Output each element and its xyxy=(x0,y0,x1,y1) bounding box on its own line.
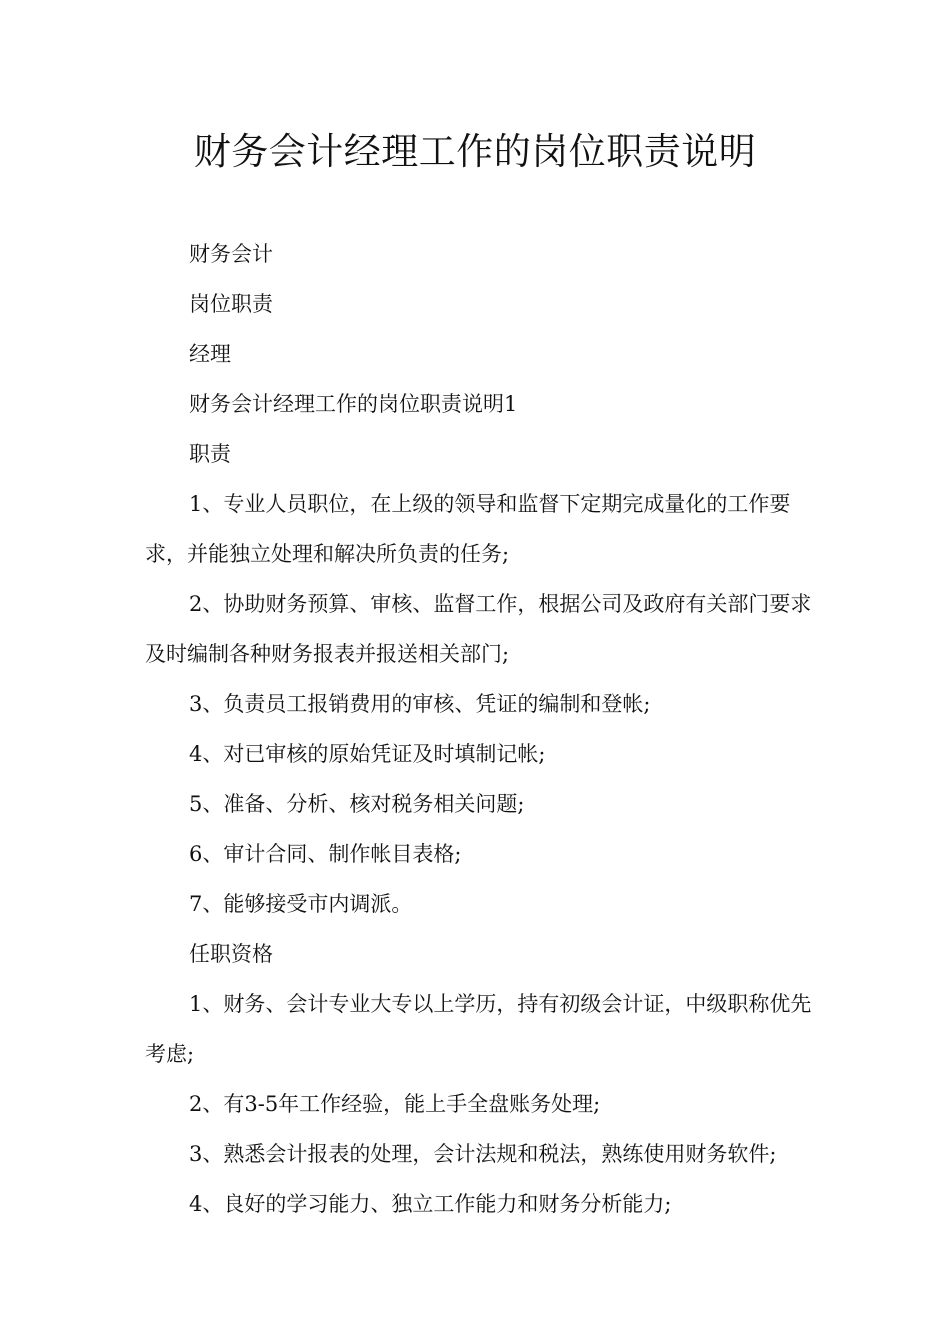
duty-item: 2、协助财务预算、审核、监督工作，根据公司及政府有关部门要求及时编制各种财务报表并报送相关部门; xyxy=(145,592,812,666)
duty-item: 6、审计合同、制作帐目表格; xyxy=(189,842,462,866)
paragraph: 财务会计 xyxy=(189,242,273,266)
section-heading-qualifications: 任职资格 xyxy=(189,942,273,966)
paragraph: 财务会计经理工作的岗位职责说明1 xyxy=(189,392,518,416)
qualification-item: 3、熟悉会计报表的处理，会计法规和税法，熟练使用财务软件; xyxy=(189,1142,777,1166)
duty-item: 7、能够接受市内调派。 xyxy=(189,892,413,916)
duty-item: 1、专业人员职位，在上级的领导和监督下定期完成量化的工作要求，并能独立处理和解决所负责的任务; xyxy=(145,492,791,566)
duty-item: 3、负责员工报销费用的审核、凭证的编制和登帐; xyxy=(189,692,651,716)
qualification-item: 1、财务、会计专业大专以上学历，持有初级会计证，中级职称优先考虑; xyxy=(145,992,812,1066)
duty-item: 4、对已审核的原始凭证及时填制记帐; xyxy=(189,742,546,766)
paragraph: 岗位职责 xyxy=(189,292,273,316)
section-heading-duties: 职责 xyxy=(189,442,231,466)
paragraph: 经理 xyxy=(189,342,231,366)
document-title: 财务会计经理工作的岗位职责说明 xyxy=(193,130,757,173)
qualification-item: 2、有3-5年工作经验，能上手全盘账务处理; xyxy=(189,1092,601,1116)
qualification-item: 4、良好的学习能力、独立工作能力和财务分析能力; xyxy=(189,1192,672,1216)
document-body xyxy=(145,229,820,1229)
duty-item: 5、准备、分析、核对税务相关问题; xyxy=(189,792,525,816)
